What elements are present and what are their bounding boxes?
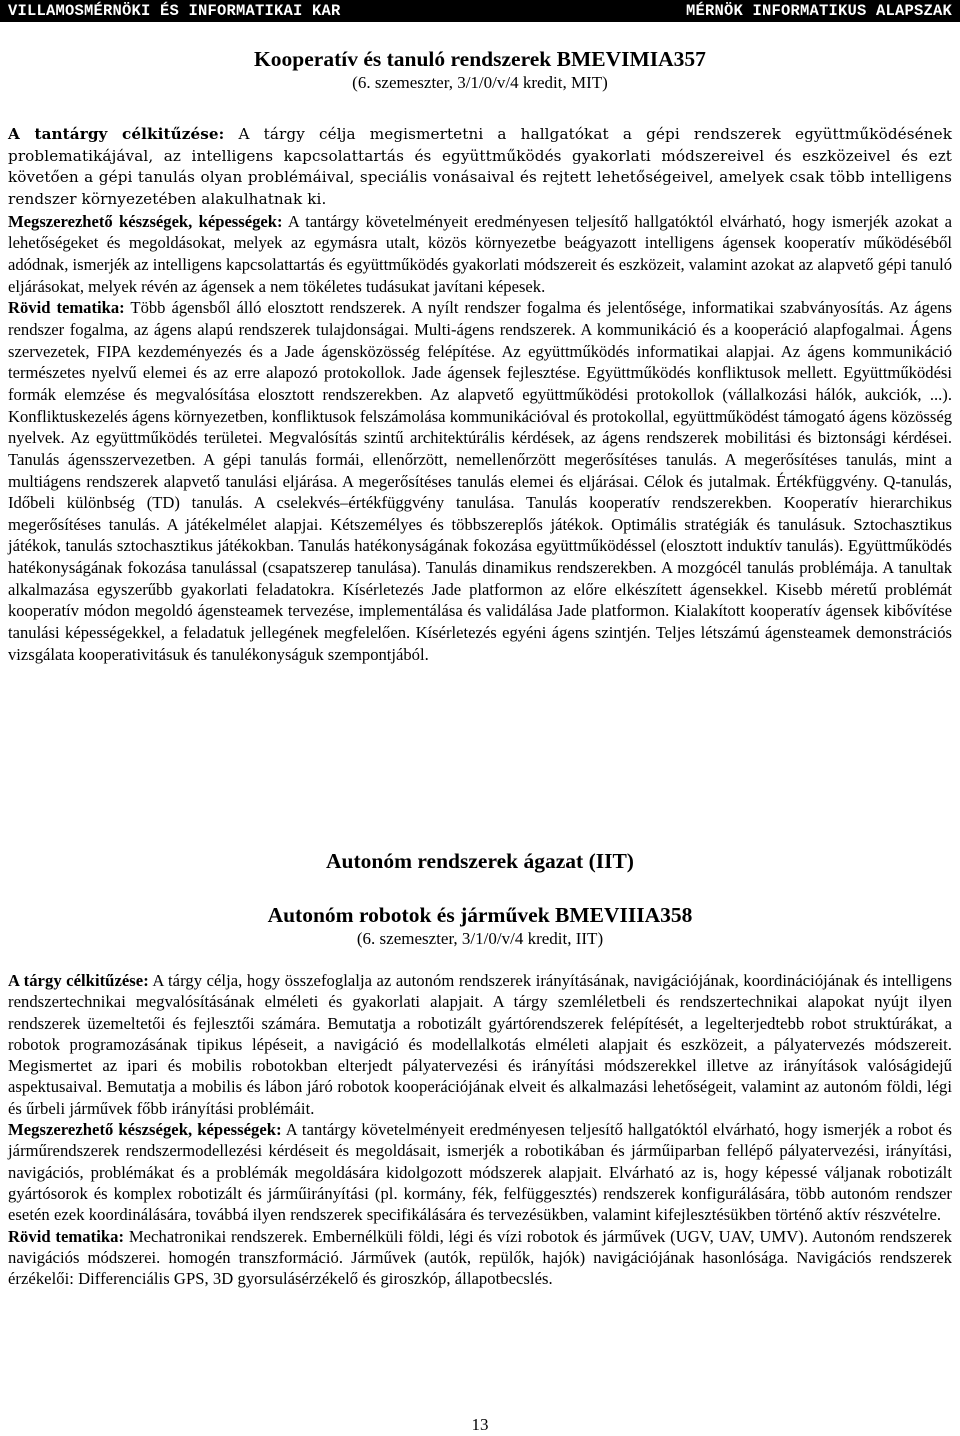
course-title: Kooperatív és tanuló rendszerek BMEVIMIA357 — [254, 47, 706, 71]
course-goal-text: A tárgy célja megismertetni a hallgatókat a gépi rendszerek együttműködésének problematikájával, az intelligens kapcsolattartás és együttműködés gyakorlati módszereivel és eszközeivel és ezt követően a gépi tanulás olyan problémáival, speciális vonásaival és rejtett lehetőségeivel, amelyek csak több intelligens rendszer környezetében alakulhatnak ki. — [8, 125, 952, 208]
page-number: 13 — [471, 1415, 489, 1434]
course-skills-paragraph — [8, 211, 952, 298]
course-skills-label: Megszerezhető készségek, képességek: — [8, 1120, 282, 1140]
course-topics-text: Mechatronikai rendszerek. Embernélküli földi, légi és vízi robotok és járművek (UGV, UAV, UMV). Autonóm rendszerek navigációs módszerei. homogén transzformáció. Járművek (autók, repülők, hajók) navigációjának hasonlósága. Navigációs rendszerek érzékelői: Differenciális GPS, 3D gyorsulásérzékelő és giroszkóp, állapotbecslés. — [8, 1226, 953, 1289]
course-goal-text: A tárgy célja, hogy összefoglalja az autonóm rendszerek irányításának, navigációjának, koordinációjának és intelligens rendszertechnikai megvalósításának elméleti és gyakorlati alapjait. A tárgy szemléletbeli és rendszertechnikai alapokat nyújt ilyen rendszerek üzemeltetői és fejlesztői számára. Bemutatja a robotizált gyártórendszerek felépítését, a legelterjedtebb robot struktúrákat, a robotok programozásának tipikus lépéseit, a navigáció és modellalkotás elméleti alapjait és eszközeit, a pályatervezés módszereit. Megismertet az ipari és mobilis robotokban elterjedt pályatervezési és irányítási módszerekkel illetve az irányítások valóságidejű aspektusaival. Bemutatja a mobilis és lábon járó robotok kooperációjának elveit és alkalmazási lehetőségeit, valamint az autonóm földi, légi és űrbeli járművek főbb irányítási problémáit. — [8, 971, 952, 1118]
course-goal-label: A tárgy célkitűzése: — [8, 971, 149, 990]
course-topics-paragraph — [8, 297, 952, 665]
course-skills-label: Megszerezhető készségek, képességek: — [8, 211, 283, 231]
course-skills-text: A tantárgy követelményeit eredményesen teljesítő hallgatóktól elvárható, hogy ismerjék azokat a lehetőségeket és megoldásokat, melyek az egymásra utalt, közös környezetbe beágyazott intelligens ágensek kooperatív működéséből adódnak, ismerjék az intelligens kapcsolattartás és együttműködés gyakorlati módszereit és eszközeit, valamint azokat az alapvető gépi tanuló eljárásokat, melyek révén az ágensek a nem tökéletes tudásukat javítani képesek. — [8, 211, 952, 296]
course-topics-label: Rövid tematika: — [8, 298, 125, 318]
course-kooperativ-header — [8, 46, 952, 93]
course-goal-paragraph — [8, 124, 952, 211]
header-program: MÉRNÖK INFORMATIKUS ALAPSZAK — [685, 2, 952, 20]
page-header — [0, 0, 960, 22]
header-faculty: VILLAMOSMÉRNÖKI ÉS INFORMATIKAI KAR — [8, 2, 341, 20]
course-topics-text: Több ágensből álló elosztott rendszerek. A nyílt rendszer fogalma és jelentősége, informatikai szabványosítás. Az ágens rendszer fogalma, az ágens alapú rendszerek tulajdonságai. Multi-ágens rendszerek. A kommunikáció és a kooperáció alapfogalmai. Ágens szervezetek, FIPA kezdeményezés és a Jade ágensközösség felépítése. Az együttműködés informatikai alapjai. Az ágens kommunikáció természetes nyelvű elemei és az erre alapozó protokollok. Jade ágensek fejlesztése. Együttműködés konfliktusok mellett. Együttműködési formák elemzése és megvalósítása elosztott rendszerekben. Az alapvető együttműködési protokollok (vállalkozási hálók, aukciók, ...). Konfliktuskezelés ágens környezetben, konfliktusok felszámolása kommunikációval és protokollal, együttműködést támogató ágens közösség nyelvek. Az együttműködés területei. Megvalósítás szintű architektúrális kérdések, az ágens rendszerek mobilitási és biztonsági kérdései. Tanulás ágensszervezetben. A gépi tanulás formái, ellenőrzött, nemellenőrzött megerősítéses tanulás. A megerősítéses tanulás, mint a multiágens rendszerek alapvető tanulási eljárása. A megerősítéses tanulás elemei és eljárásai. Célok és jutalmak. Értékfüggvény. Q-tanulás, Időbeli különbség (TD) tanulás. A cselekvés–értékfüggvény tanulása. Tanulás kooperatív rendszerekben. Kooperatív hierarchikus megerősítéses tanulás. A játékelmélet alapjai. Kétszemélyes és többszereplős játékok. Optimális stratégiák és tanulásuk. Sztochasztikus játékok, tanulás sztochasztikus játékokban. Tanulás hatékonyságának fokozása együttműködéssel (elosztott induktív tanulás). Együttműködés hatékonyságának fokozása tanulással (csapatszerep tanulása). Tanulás dinamikus rendszerekben. A mozgócél tanulás problémája. A tanultak alkalmazása egyszerűbb gyakorlati feladatokra. Kísérletezés Jade platformon az előre elkészített ágensekkel. Kisebb méretű problémát kooperatív módon megoldó ágensteamek tervezése, implementálása és validálása Jade platformon. Kialakított kooperatív ágensek kibővítése tanulási képességekkel, a feladatuk jellegének megfelelően. Kísérletezés egyéni ágens szintjén. Teljes létszámú ágensteamek demonstrációs vizsgálata kooperativitásuk és tanulékonyságuk szempontjából. — [8, 298, 952, 664]
section-heading: Autonóm rendszerek ágazat (IIT) — [326, 849, 634, 873]
course-kooperativ-body — [8, 124, 952, 665]
course-robotok-body — [8, 970, 952, 1289]
course-credits: (6. szemeszter, 3/1/0/v/4 kredit, IIT) — [356, 929, 604, 948]
course-goal-paragraph — [8, 970, 952, 1119]
course-skills-paragraph — [8, 1119, 952, 1225]
course-topics-label: Rövid tematika: — [8, 1226, 125, 1246]
course-title: Autonóm robotok és járművek BMEVIIIA358 — [267, 903, 693, 927]
course-robotok-header — [8, 902, 952, 949]
section-autonomous — [8, 848, 952, 874]
course-skills-text: A tantárgy követelményeit eredményesen teljesítő hallgatóktól elvárható, hogy ismerjék a robot és járműrendszerek rendszermodellezési kérdéseit és megoldásait, ismerjék a robotikában és járműiparban fellépő pályatervezési, irányítási, navigációs, problémákat és a problémák megoldására kidolgozott módszerek alapjait. Elvárható az is, hogy képessé váljanak robotizált gyártósorok és komplex robotizált és járműirányítási (pl. kormány, fék, felfüggesztés) rendszerek konfigurálására, több autonóm rendszer esetén ezek koordinálására, továbbá ilyen rendszerek specifikálására és tervezésükben, valamint kifejlesztésükben történő aktív részvételre. — [8, 1120, 952, 1225]
course-goal-label: A tantárgy célkitűzése: — [8, 125, 225, 143]
course-topics-paragraph — [8, 1226, 952, 1290]
course-credits: (6. szemeszter, 3/1/0/v/4 kredit, MIT) — [352, 73, 608, 92]
